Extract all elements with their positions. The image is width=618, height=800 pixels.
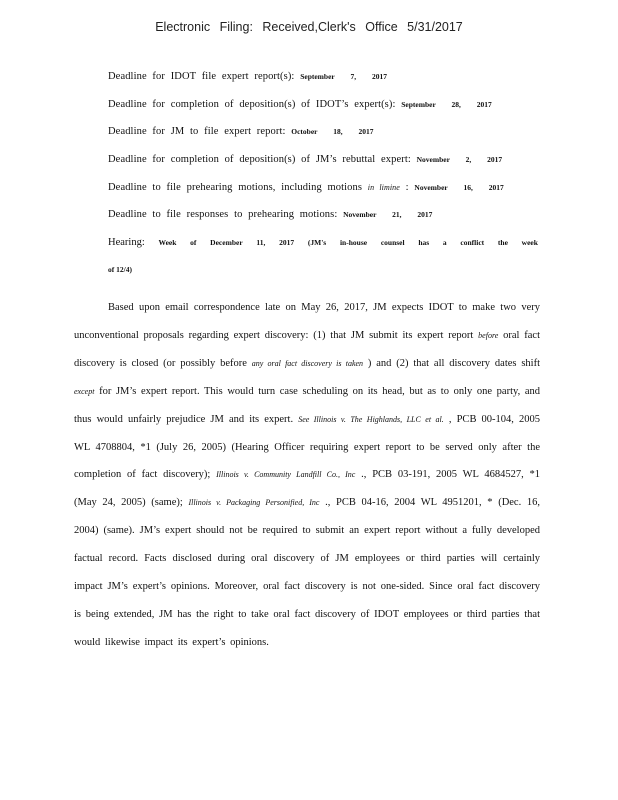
deadline-date: September 28, 2017 [401, 99, 492, 109]
deadline-list [108, 70, 538, 277]
case-citation: Illinois v. Community Landfill Co., Inc [216, 470, 356, 480]
body-text: for JM’s expert report. This would turn case scheduling on its head, but as to only one party, and thus would unfairly prejudice JM and its expert. [74, 385, 540, 425]
case-citation: See Illinois v. The Highlands, LLC et al. [298, 414, 444, 424]
body-text: Based upon email correspondence late on May 26, 2017, JM expects IDOT to make two very unconventional proposals regarding expert discovery: (1) that JM submit its expert report [74, 302, 540, 341]
body-italic: except [74, 386, 95, 396]
deadline-date: November 16, 2017 [414, 182, 504, 192]
hearing-word: (JM's [307, 238, 327, 248]
hearing-word: week [521, 238, 538, 248]
deadline-label-colon: : [405, 181, 409, 193]
body-text: ) and (2) that all discovery dates shift [363, 357, 540, 369]
deadline-label: Deadline to file responses to prehearing motions: [108, 209, 338, 221]
hearing-word: a [442, 238, 447, 248]
deadline-idot-expert-report [108, 70, 538, 98]
hearing-word: 2017 [279, 238, 295, 248]
deadline-jm-expert-report [108, 125, 538, 153]
body-text: , PCB 00-104, 2005 WL 4708804, *1 (July 26, 2005) (Hearing Officer requiring expert report to be served only after the completion of fact discovery); [74, 413, 541, 481]
body-italic: before [478, 330, 499, 340]
body-italic: any oral fact discovery is taken [251, 358, 364, 368]
deadline-date: September 7, 2017 [300, 72, 388, 81]
deadline-label: Deadline for completion of deposition(s) of JM’s rebuttal expert: [108, 154, 411, 166]
deadline-label-italic: in limine [367, 182, 400, 192]
hearing-word: counsel [380, 238, 405, 248]
hearing-word: has [418, 238, 430, 248]
deadline-prehearing-responses [108, 208, 538, 236]
hearing-word: December [210, 238, 243, 248]
hearing-label: Hearing: [108, 237, 145, 249]
body-text: ., PCB 04-16, 2004 WL 4951201, * (Dec. 16, 2004) (same). JM’s expert should not be required to submit an expert report without a fully developed factual record. Facts disclosed during oral discovery of JM employees or third parties will certainly impact JM’s expert’s opinions. Moreover, oral fact discovery is not one-sided. Since oral fact discovery is being extended, JM has the right to take oral fact discovery of IDOT employees or third parties that would likewise impact its expert’s opinions. [74, 497, 540, 648]
deadline-idot-expert-deposition [108, 98, 538, 126]
body-text: ., PCB 03-191, 2005 WL 4684527, *1 (May 24, 2005) (same); [74, 469, 540, 509]
deadline-label: Deadline to file prehearing motions, including motions [108, 181, 363, 193]
deadline-prehearing-motions [108, 181, 538, 209]
hearing-word: 11, [256, 238, 266, 248]
deadline-label: Deadline for completion of deposition(s) of IDOT’s expert(s): [108, 98, 396, 110]
case-citation: Illinois v. Packaging Personified, Inc [188, 498, 320, 508]
hearing-entry [108, 236, 538, 277]
filing-stamp-header: Electronic Filing: Received,Clerk's Office 5/31/2017 [155, 20, 463, 34]
deadline-label: Deadline for IDOT file expert report(s): [108, 71, 295, 82]
deadline-date: November 21, 2017 [343, 210, 433, 220]
deadline-date: November 2, 2017 [416, 155, 503, 165]
hearing-word: of [190, 238, 197, 248]
hearing-word: Week [158, 238, 177, 248]
hearing-word: conflict [460, 238, 485, 248]
hearing-continuation: of 12/4) [108, 265, 132, 275]
deadline-jm-rebuttal-deposition [108, 153, 538, 181]
deadline-label: Deadline for JM to file expert report: [108, 126, 286, 138]
hearing-line [108, 236, 538, 263]
body-text: oral fact discovery is closed (or possibly before [74, 329, 540, 369]
hearing-word: the [497, 238, 508, 248]
hearing-word: in-house [339, 238, 368, 248]
body-paragraph [74, 294, 540, 657]
deadline-date: October 18, 2017 [291, 127, 374, 137]
